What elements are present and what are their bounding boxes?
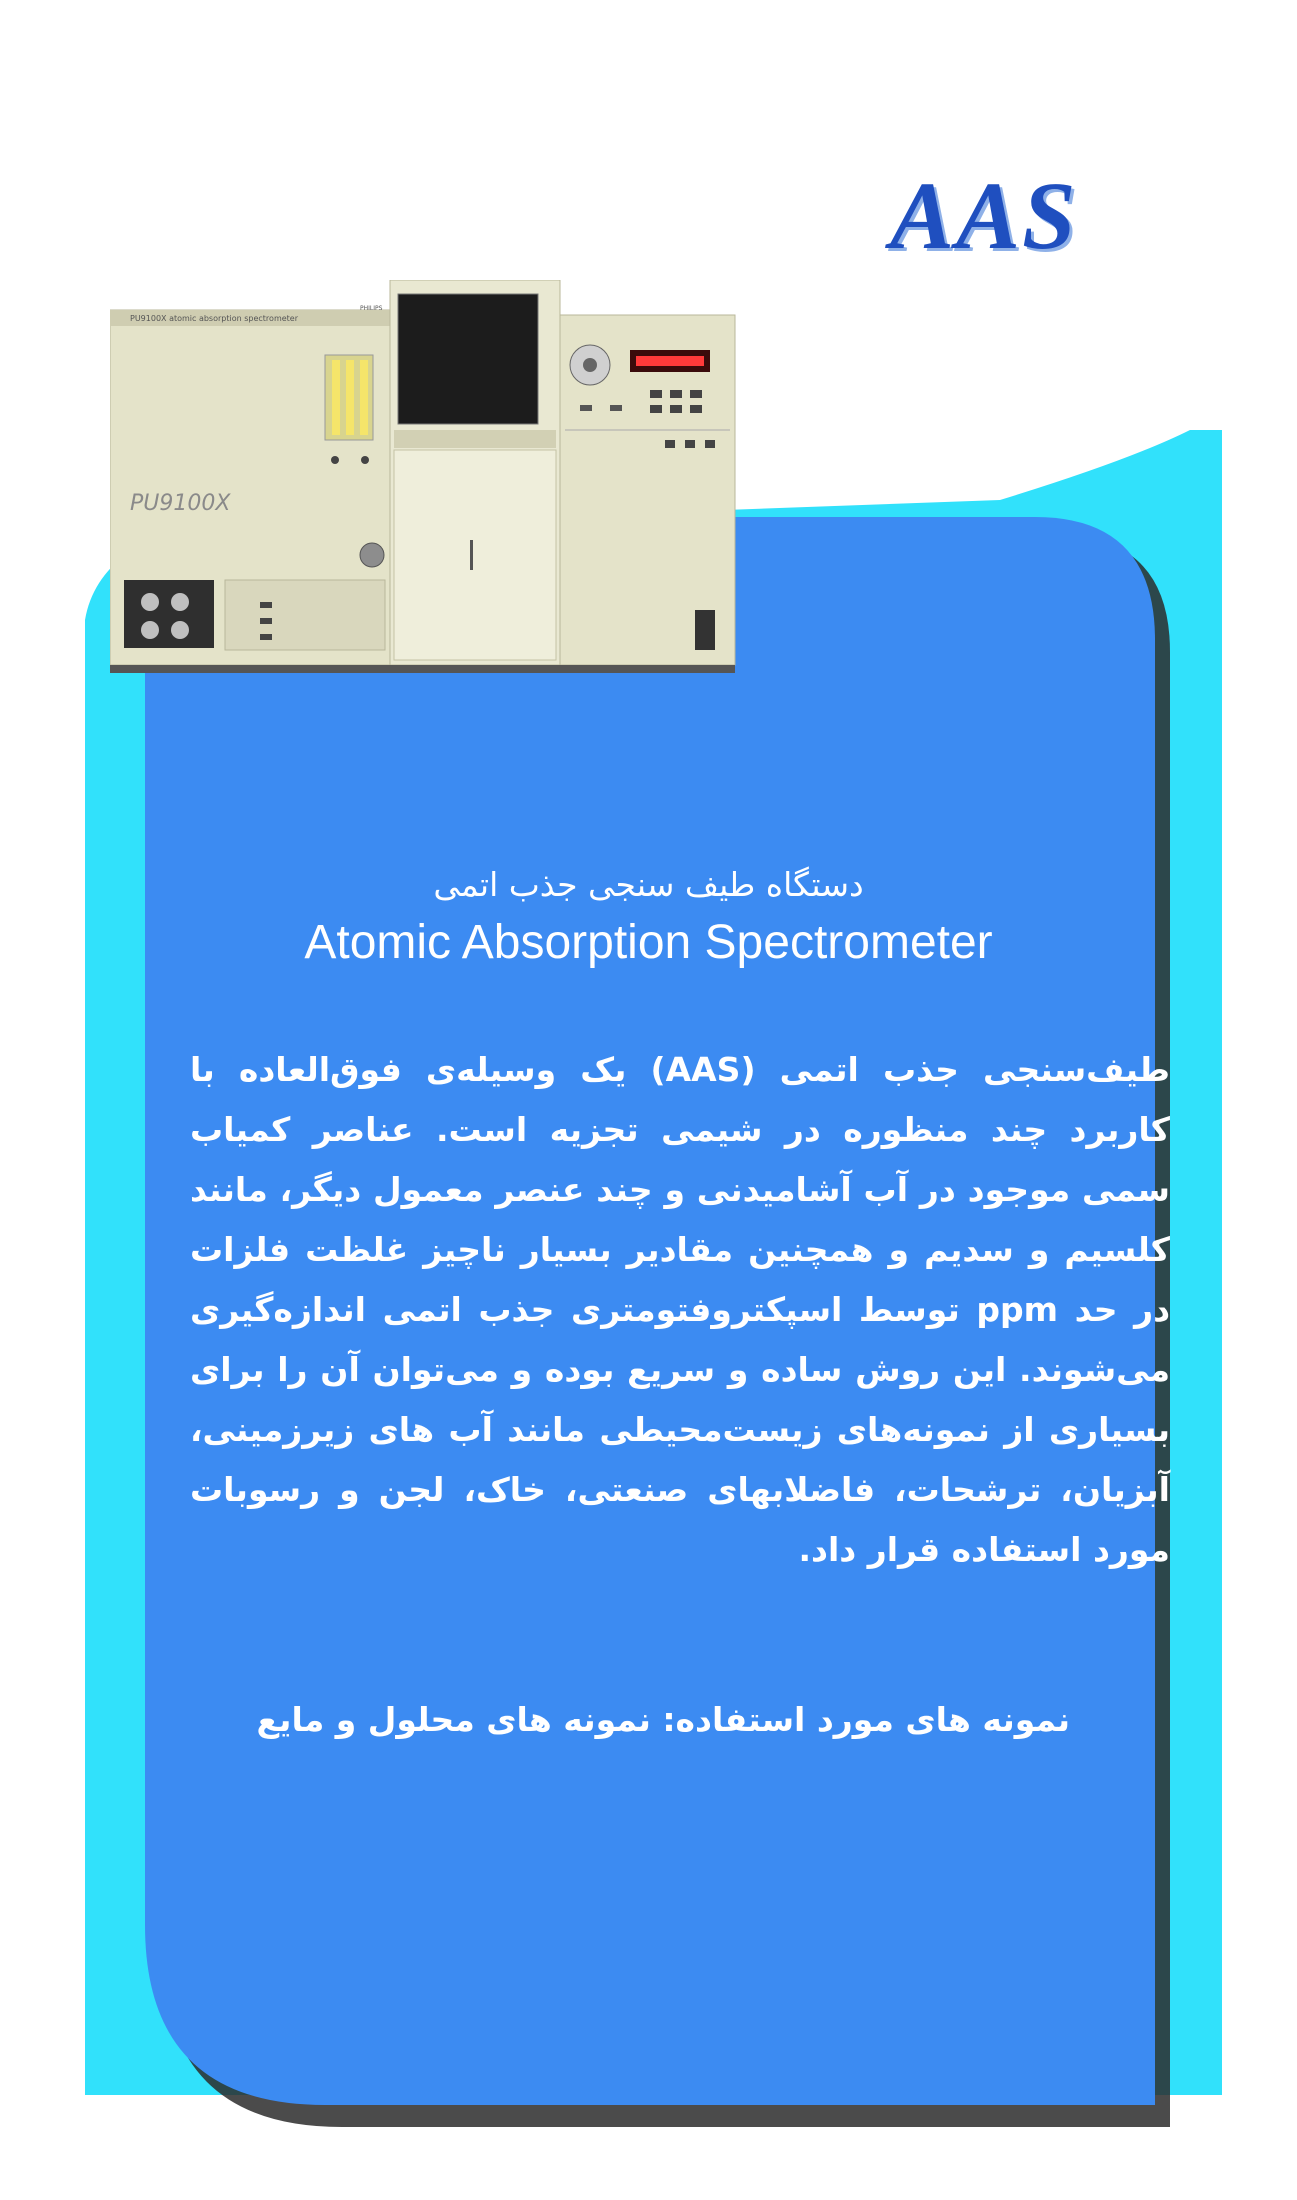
title-english: Atomic Absorption Spectrometer	[304, 916, 993, 969]
instrument-brand: PHILIPS	[360, 305, 383, 312]
instrument-model-label: PU9100X	[130, 491, 231, 516]
aas-logo: AAS	[890, 162, 1078, 269]
spectrometer-photo	[110, 280, 870, 685]
title-persian: دستگاه طیف سنجی جذب اتمی	[433, 865, 864, 904]
description-paragraph: طیف‌سنجی جذب اتمی (AAS) یک وسیله‌ی فوق‌العاده با کاربرد چند منظوره در شیمی تجزیه است. عناصر کمیاب سمی موجود در آب آشامیدنی و چند عنصر معمول دیگر، مانند کلسیم و سدیم و همچنین مقادیر بسیار ناچیز غلظت فلزات در حد ppm توسط اسپکتروفتومتری جذب اتمی اندازه‌گیری می‌شوند. این روش ساده و سریع بوده و می‌توان آن را برای بسیاری از نمونه‌های زیست‌محیطی مانند آب های زیرزمینی، آبزیان، ترشحات، فاضلابهای صنعتی، خاک، لجن و رسوبات مورد استفاده قرار داد.	[190, 1050, 1170, 1569]
instrument-header-label: PU9100X atomic absorption spectrometer	[130, 314, 299, 323]
samples-line: نمونه های مورد استفاده: نمونه های محلول و مایع	[256, 1700, 1070, 1739]
